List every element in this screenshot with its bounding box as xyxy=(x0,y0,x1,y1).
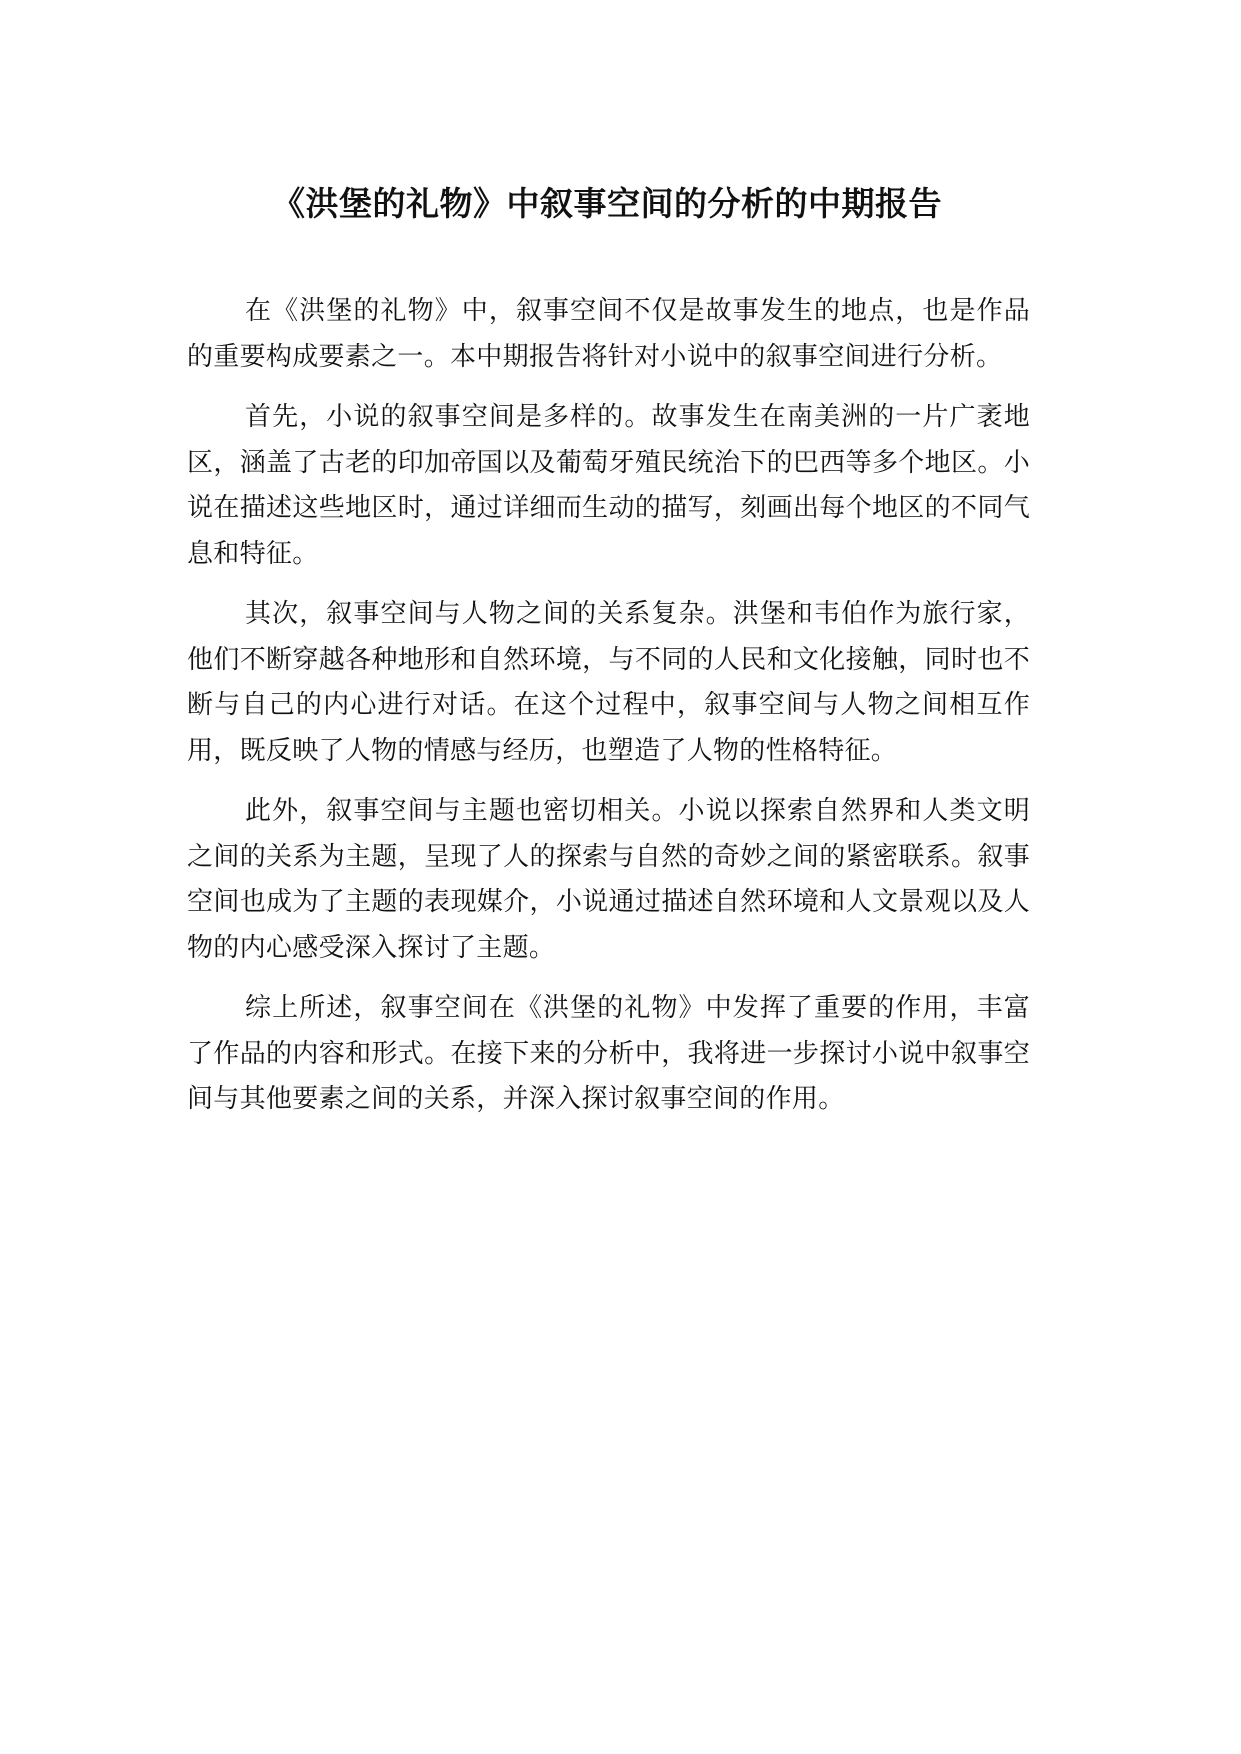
paragraph-diversity: 首先，小说的叙事空间是多样的。故事发生在南美洲的一片广袤地区，涵盖了古老的印加帝国以及葡萄牙殖民统治下的巴西等多个地区。小说在描述这些地区时，通过详细而生动的描写，刻画出每个地区的不同气息和特征。 xyxy=(187,402,1030,569)
paragraph-conclusion: 综上所述，叙事空间在《洪堡的礼物》中发挥了重要的作用，丰富了作品的内容和形式。在接下来的分析中，我将进一步探讨小说中叙事空间与其他要素之间的关系，并深入探讨叙事空间的作用。 xyxy=(187,993,1030,1114)
paragraph-characters: 其次，叙事空间与人物之间的关系复杂。洪堡和韦伯作为旅行家，他们不断穿越各种地形和自然环境，与不同的人民和文化接触，同时也不断与自己的内心进行对话。在这个过程中，叙事空间与人物之间相互作用，既反映了人物的情感与经历，也塑造了人物的性格特征。 xyxy=(187,599,1030,766)
document-title: 《洪堡的礼物》中叙事空间的分析的中期报告 xyxy=(272,184,942,223)
document-body xyxy=(187,289,1030,1138)
paragraph-intro: 在《洪堡的礼物》中，叙事空间不仅是故事发生的地点，也是作品的重要构成要素之一。本中期报告将针对小说中的叙事空间进行分析。 xyxy=(187,296,1030,372)
paragraph-theme: 此外，叙事空间与主题也密切相关。小说以探索自然界和人类文明之间的关系为主题，呈现了人的探索与自然的奇妙之间的紧密联系。叙事空间也成为了主题的表现媒介，小说通过描述自然环境和人文景观以及人物的内心感受深入探讨了主题。 xyxy=(187,796,1030,963)
